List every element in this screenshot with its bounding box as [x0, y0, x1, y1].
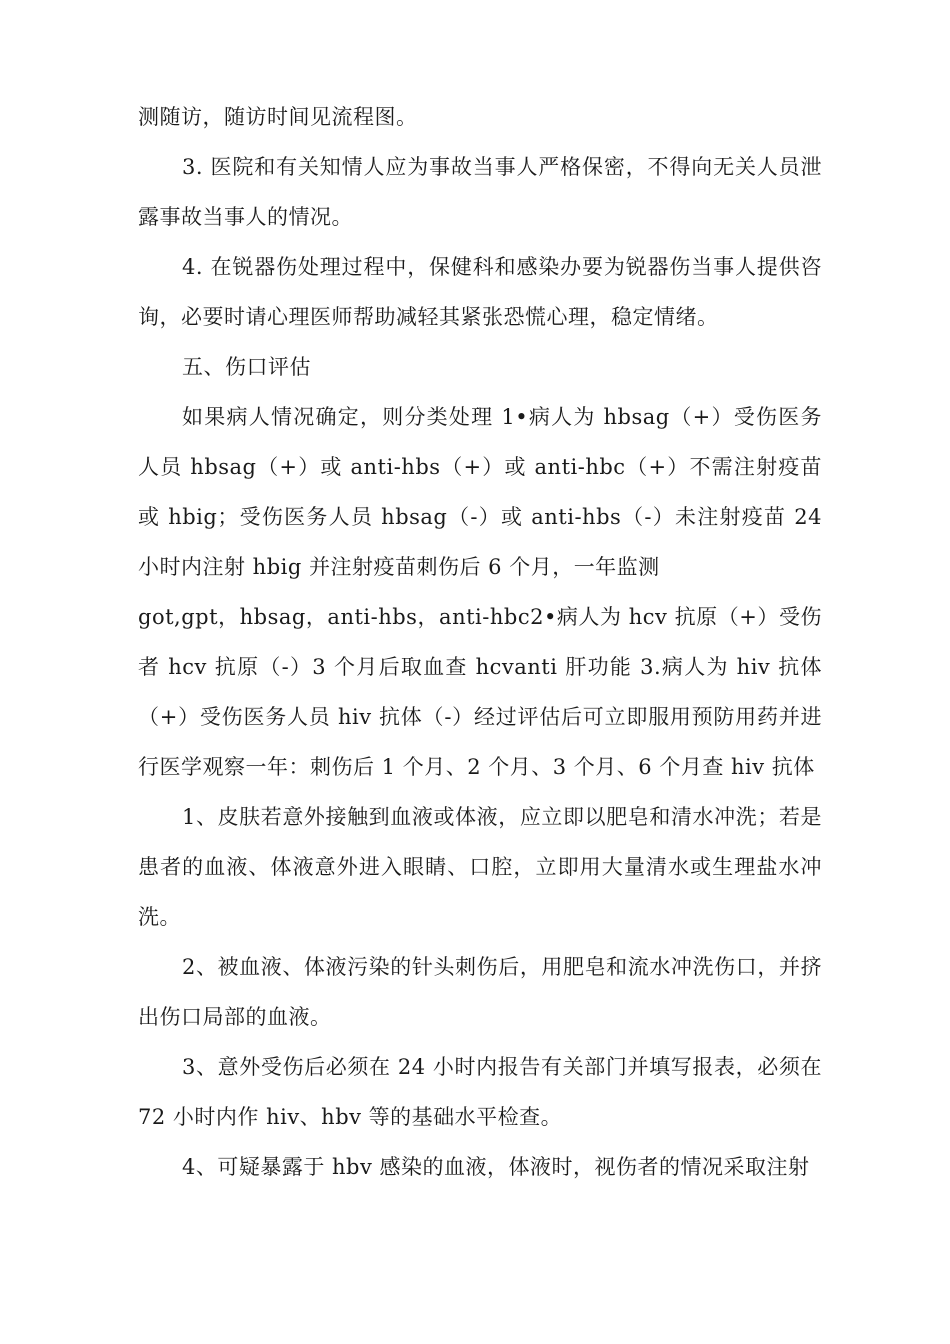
paragraph-hbv-classification: 如果病人情况确定，则分类处理 1•病人为 hbsag（+）受伤医务人员 hbsag（+）或 anti-hbs（+）或 anti-hbc（+）不需注射疫苗或 hbig；受伤医务人员 hbsag（-）或 anti-hbs（-）未注射疫苗 24 小时内注射 hbig 并注射疫苗刺伤后 6 个月，一年监测 — [138, 405, 822, 579]
paragraph-step-needlestick: 2、被血液、体液污染的针头刺伤后，用肥皂和流水冲洗伤口，并挤出伤口局部的血液。 — [138, 955, 822, 1029]
paragraph-step-hbv-exposure: 4、可疑暴露于 hbv 感染的血液，体液时，视伤者的情况采取注射 — [182, 1155, 810, 1179]
paragraph-confidentiality: 3. 医院和有关知情人应为事故当事人严格保密，不得向无关人员泄露事故当事人的情况。 — [138, 155, 822, 229]
paragraph-hcv-hiv-classification: got,gpt，hbsag，anti-hbs，anti-hbc2•病人为 hcv 抗原（+）受伤者 hcv 抗原（-）3 个月后取血查 hcvanti 肝功能 3.病人为 hiv 抗体（+）受伤医务人员 hiv 抗体（-）经过评估后可立即服用预防用药并进行医学观察一年：刺伤后 1 个月、2 个月、3 个月、6 个月查 hiv 抗体 — [138, 605, 822, 779]
paragraph-counseling: 4. 在锐器伤处理过程中，保健科和感染办要为锐器伤当事人提供咨询，必要时请心理医师帮助减轻其紧张恐慌心理，稳定情绪。 — [138, 255, 822, 329]
document-body — [138, 92, 822, 1192]
section-heading-wound-assessment: 五、伤口评估 — [182, 355, 311, 379]
paragraph-step-reporting: 3、意外受伤后必须在 24 小时内报告有关部门并填写报表，必须在 72 小时内作 hiv、hbv 等的基础水平检查。 — [138, 1055, 822, 1129]
paragraph-step-skin-exposure: 1、皮肤若意外接触到血液或体液，应立即以肥皂和清水冲洗；若是患者的血液、体液意外进入眼睛、口腔，立即用大量清水或生理盐水冲洗。 — [138, 805, 822, 929]
paragraph-followup-note: 测随访，随访时间见流程图。 — [138, 105, 418, 129]
